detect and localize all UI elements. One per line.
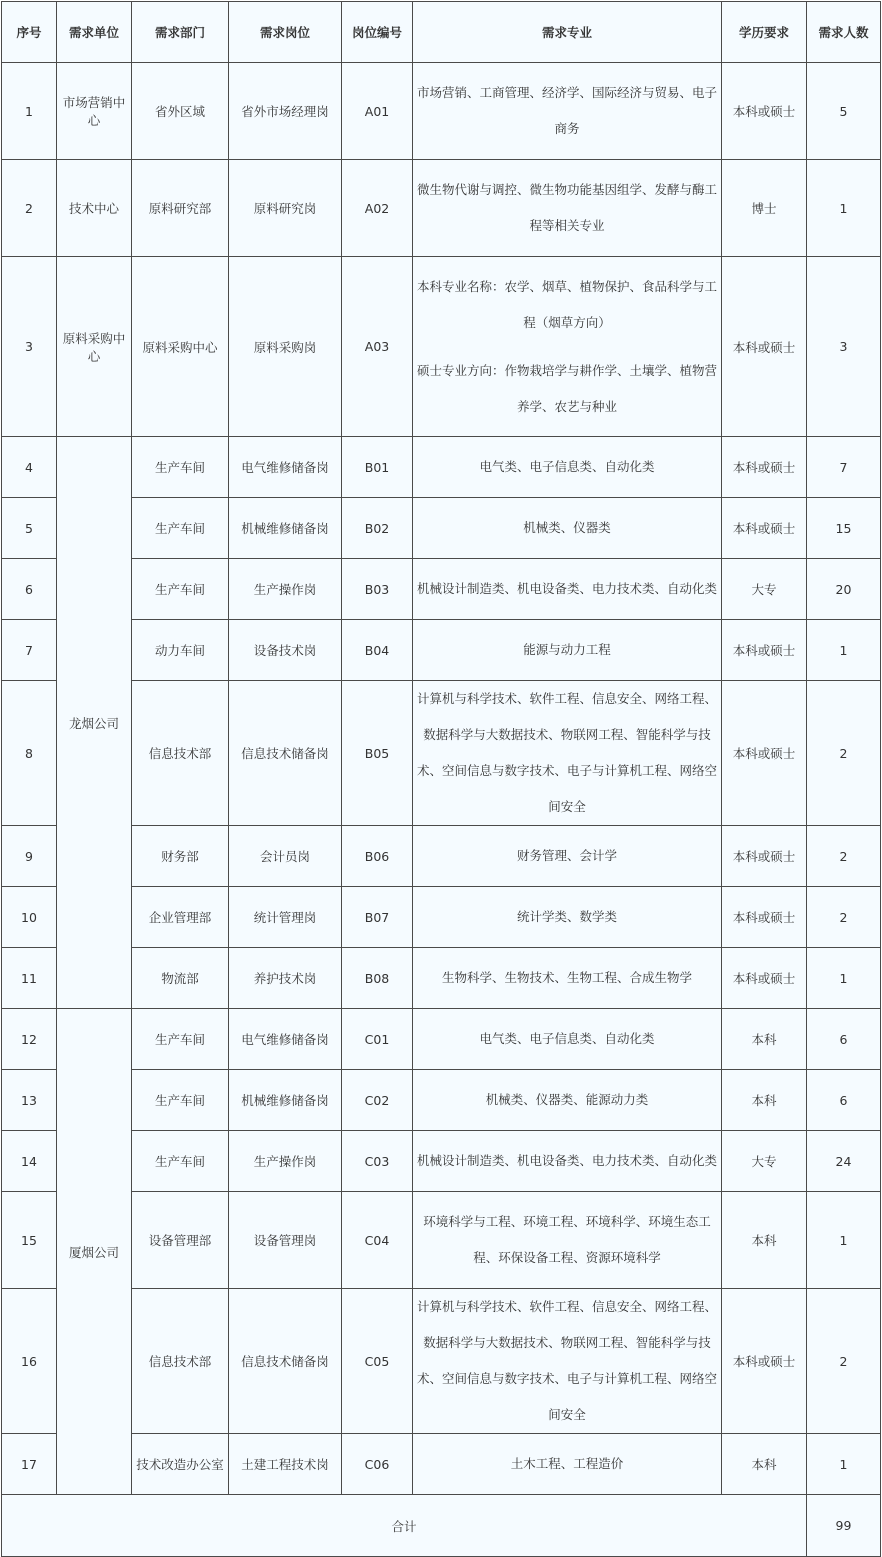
cell-edu: 本科或硕士 [722, 826, 807, 887]
cell-code: B02 [342, 498, 413, 559]
header-count: 需求人数 [807, 2, 881, 63]
cell-post: 会计员岗 [229, 826, 342, 887]
cell-dept: 信息技术部 [132, 1289, 229, 1434]
header-unit: 需求单位 [57, 2, 132, 63]
cell-no: 4 [2, 437, 57, 498]
cell-major: 计算机与科学技术、软件工程、信息安全、网络工程、数据科学与大数据技术、物联网工程、智能科学与技术、空间信息与数字技术、电子与计算机工程、网络空间安全 [413, 1289, 722, 1434]
table-row [2, 1070, 881, 1131]
cell-major: 机械类、仪器类 [413, 498, 722, 559]
cell-no: 6 [2, 559, 57, 620]
cell-count: 2 [807, 887, 881, 948]
cell-count: 2 [807, 681, 881, 826]
cell-code: B03 [342, 559, 413, 620]
header-major: 需求专业 [413, 2, 722, 63]
cell-code: C06 [342, 1434, 413, 1495]
cell-dept: 原料研究部 [132, 160, 229, 257]
cell-major [413, 257, 722, 437]
cell-unit-xiayan: 厦烟公司 [57, 1009, 132, 1495]
table-row [2, 1289, 881, 1434]
cell-edu: 本科或硕士 [722, 948, 807, 1009]
cell-count: 1 [807, 1192, 881, 1289]
table-row [2, 681, 881, 826]
total-label: 合计 [2, 1495, 807, 1557]
cell-edu: 本科或硕士 [722, 620, 807, 681]
cell-dept: 财务部 [132, 826, 229, 887]
cell-post: 机械维修储备岗 [229, 498, 342, 559]
table-row [2, 620, 881, 681]
cell-no: 15 [2, 1192, 57, 1289]
cell-post: 电气维修储备岗 [229, 437, 342, 498]
cell-no: 5 [2, 498, 57, 559]
cell-post: 机械维修储备岗 [229, 1070, 342, 1131]
cell-post: 生产操作岗 [229, 559, 342, 620]
cell-major: 计算机与科学技术、软件工程、信息安全、网络工程、数据科学与大数据技术、物联网工程、智能科学与技术、空间信息与数字技术、电子与计算机工程、网络空间安全 [413, 681, 722, 826]
cell-major: 土木工程、工程造价 [413, 1434, 722, 1495]
cell-major: 电气类、电子信息类、自动化类 [413, 1009, 722, 1070]
cell-code: C02 [342, 1070, 413, 1131]
cell-dept: 企业管理部 [132, 887, 229, 948]
cell-major: 市场营销、工商管理、经济学、国际经济与贸易、电子商务 [413, 63, 722, 160]
cell-edu: 本科 [722, 1192, 807, 1289]
cell-post: 设备技术岗 [229, 620, 342, 681]
cell-code: C01 [342, 1009, 413, 1070]
table-row [2, 63, 881, 160]
cell-major: 机械设计制造类、机电设备类、电力技术类、自动化类 [413, 559, 722, 620]
header-no: 序号 [2, 2, 57, 63]
table-row [2, 1009, 881, 1070]
table-row [2, 498, 881, 559]
cell-unit: 市场营销中心 [57, 63, 132, 160]
cell-edu: 本科或硕士 [722, 257, 807, 437]
cell-major: 生物科学、生物技术、生物工程、合成生物学 [413, 948, 722, 1009]
cell-post: 原料研究岗 [229, 160, 342, 257]
table-row [2, 160, 881, 257]
cell-code: A02 [342, 160, 413, 257]
cell-no: 8 [2, 681, 57, 826]
cell-dept: 省外区域 [132, 63, 229, 160]
cell-edu: 博士 [722, 160, 807, 257]
cell-dept: 设备管理部 [132, 1192, 229, 1289]
cell-dept: 物流部 [132, 948, 229, 1009]
cell-dept: 技术改造办公室 [132, 1434, 229, 1495]
header-row [2, 2, 881, 63]
table-row [2, 1192, 881, 1289]
cell-dept: 生产车间 [132, 1070, 229, 1131]
cell-count: 1 [807, 1434, 881, 1495]
cell-no: 16 [2, 1289, 57, 1434]
major-master: 硕士专业方向：作物栽培学与耕作学、土壤学、植物营养学、农艺与种业 [417, 362, 718, 414]
cell-count: 6 [807, 1070, 881, 1131]
cell-no: 3 [2, 257, 57, 437]
cell-no: 7 [2, 620, 57, 681]
cell-no: 14 [2, 1131, 57, 1192]
cell-major: 电气类、电子信息类、自动化类 [413, 437, 722, 498]
recruitment-table [1, 1, 881, 1557]
cell-code: C04 [342, 1192, 413, 1289]
cell-edu: 大专 [722, 559, 807, 620]
cell-dept: 生产车间 [132, 559, 229, 620]
cell-no: 12 [2, 1009, 57, 1070]
cell-code: B08 [342, 948, 413, 1009]
cell-major: 机械设计制造类、机电设备类、电力技术类、自动化类 [413, 1131, 722, 1192]
cell-unit: 技术中心 [57, 160, 132, 257]
cell-major: 机械类、仪器类、能源动力类 [413, 1070, 722, 1131]
cell-code: B05 [342, 681, 413, 826]
table-row [2, 948, 881, 1009]
cell-no: 9 [2, 826, 57, 887]
cell-count: 5 [807, 63, 881, 160]
cell-major: 财务管理、会计学 [413, 826, 722, 887]
cell-count: 20 [807, 559, 881, 620]
cell-no: 10 [2, 887, 57, 948]
cell-major: 环境科学与工程、环境工程、环境科学、环境生态工程、环保设备工程、资源环境科学 [413, 1192, 722, 1289]
cell-post: 生产操作岗 [229, 1131, 342, 1192]
cell-count: 2 [807, 826, 881, 887]
cell-edu: 本科或硕士 [722, 437, 807, 498]
cell-count: 1 [807, 620, 881, 681]
cell-dept: 生产车间 [132, 498, 229, 559]
cell-post: 电气维修储备岗 [229, 1009, 342, 1070]
cell-code: A03 [342, 257, 413, 437]
cell-edu: 本科或硕士 [722, 1289, 807, 1434]
cell-dept: 动力车间 [132, 620, 229, 681]
cell-dept: 生产车间 [132, 1009, 229, 1070]
cell-code: B04 [342, 620, 413, 681]
cell-post: 信息技术储备岗 [229, 1289, 342, 1434]
cell-dept: 生产车间 [132, 437, 229, 498]
cell-no: 1 [2, 63, 57, 160]
cell-edu: 本科或硕士 [722, 681, 807, 826]
cell-edu: 大专 [722, 1131, 807, 1192]
table-row [2, 1434, 881, 1495]
cell-major: 能源与动力工程 [413, 620, 722, 681]
table-row [2, 437, 881, 498]
cell-code: A01 [342, 63, 413, 160]
cell-edu: 本科或硕士 [722, 63, 807, 160]
cell-unit-longyan: 龙烟公司 [57, 437, 132, 1009]
cell-count: 1 [807, 160, 881, 257]
cell-dept: 原料采购中心 [132, 257, 229, 437]
cell-edu: 本科 [722, 1434, 807, 1495]
major-undergrad: 本科专业名称：农学、烟草、植物保护、食品科学与工程（烟草方向） [417, 278, 718, 330]
cell-count: 2 [807, 1289, 881, 1434]
cell-dept: 生产车间 [132, 1131, 229, 1192]
table-row [2, 887, 881, 948]
cell-dept: 信息技术部 [132, 681, 229, 826]
cell-code: B06 [342, 826, 413, 887]
cell-count: 15 [807, 498, 881, 559]
header-post: 需求岗位 [229, 2, 342, 63]
cell-count: 6 [807, 1009, 881, 1070]
cell-count: 24 [807, 1131, 881, 1192]
cell-post: 养护技术岗 [229, 948, 342, 1009]
cell-code: C03 [342, 1131, 413, 1192]
cell-post: 设备管理岗 [229, 1192, 342, 1289]
cell-post: 信息技术储备岗 [229, 681, 342, 826]
cell-post: 原料采购岗 [229, 257, 342, 437]
cell-edu: 本科 [722, 1009, 807, 1070]
header-dept: 需求部门 [132, 2, 229, 63]
cell-major: 统计学类、数学类 [413, 887, 722, 948]
cell-no: 13 [2, 1070, 57, 1131]
total-row [2, 1495, 881, 1557]
cell-no: 2 [2, 160, 57, 257]
header-edu: 学历要求 [722, 2, 807, 63]
cell-code: B01 [342, 437, 413, 498]
table-row [2, 1131, 881, 1192]
cell-post: 统计管理岗 [229, 887, 342, 948]
cell-code: C05 [342, 1289, 413, 1434]
total-value: 99 [807, 1495, 881, 1557]
cell-edu: 本科 [722, 1070, 807, 1131]
table-row [2, 559, 881, 620]
cell-edu: 本科或硕士 [722, 887, 807, 948]
cell-count: 3 [807, 257, 881, 437]
cell-code: B07 [342, 887, 413, 948]
cell-count: 1 [807, 948, 881, 1009]
cell-count: 7 [807, 437, 881, 498]
cell-post: 土建工程技术岗 [229, 1434, 342, 1495]
cell-post: 省外市场经理岗 [229, 63, 342, 160]
cell-no: 17 [2, 1434, 57, 1495]
table-row [2, 826, 881, 887]
header-code: 岗位编号 [342, 2, 413, 63]
table-row [2, 257, 881, 437]
cell-unit: 原料采购中心 [57, 257, 132, 437]
cell-edu: 本科或硕士 [722, 498, 807, 559]
cell-no: 11 [2, 948, 57, 1009]
cell-major: 微生物代谢与调控、微生物功能基因组学、发酵与酶工程等相关专业 [413, 160, 722, 257]
